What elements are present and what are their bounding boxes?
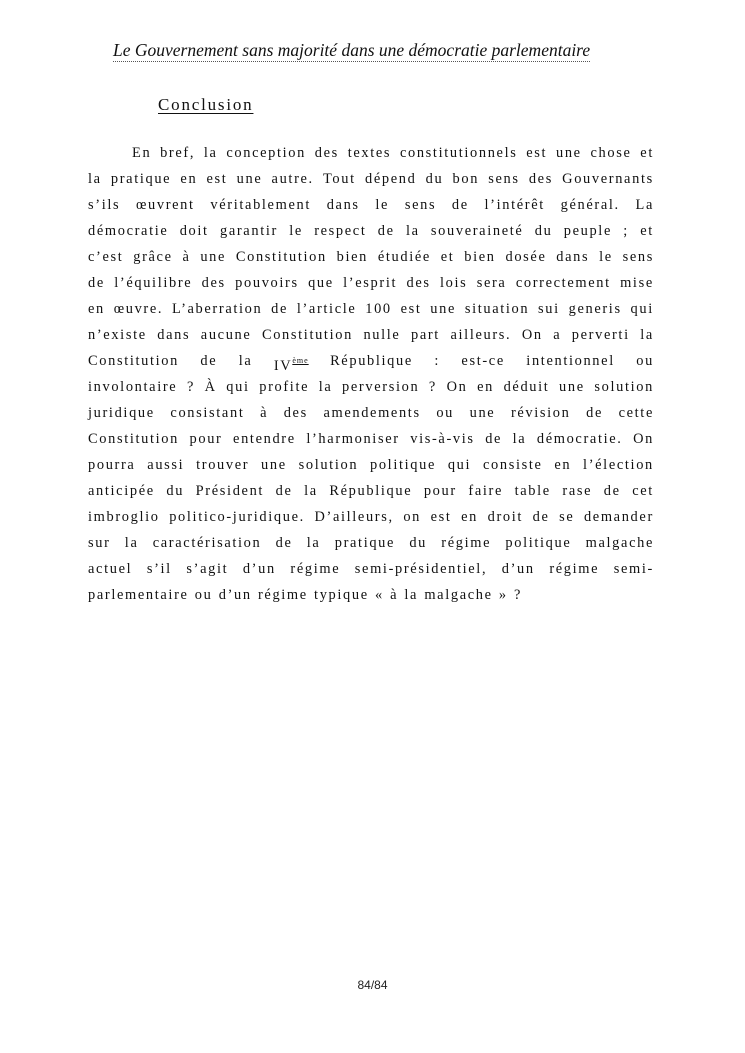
- paragraph-line: En bref, la conception des textes constitutionnels est une chose et: [132, 145, 654, 161]
- paragraph-line: en œuvre. L’aberration de l’article 100 est une situation sui generis qui: [88, 301, 654, 317]
- paragraph-line: Constitution pour entendre l’harmoniser vis-à-vis de la démocratie. On: [88, 431, 654, 447]
- paragraph-line: pourra aussi trouver une solution politique qui consiste en l’élection: [88, 457, 654, 473]
- paragraph-line: imbroglio politico-juridique. D’ailleurs, on est en droit de se demander: [88, 509, 654, 525]
- paragraph-line: la pratique en est une autre. Tout dépend du bon sens des Gouvernants: [88, 171, 654, 187]
- section-heading: Conclusion: [158, 95, 254, 114]
- body-paragraph: [88, 140, 654, 608]
- paragraph-line: n’existe dans aucune Constitution nulle part ailleurs. On a perverti la: [88, 327, 654, 343]
- paragraph-line: s’ils œuvrent véritablement dans le sens de l’intérêt général. La: [88, 197, 654, 213]
- paragraph-line: anticipée du Président de la République pour faire table rase de cet: [88, 483, 654, 499]
- paragraph-line: actuel s’il s’agit d’un régime semi-présidentiel, d’un régime semi-: [88, 561, 654, 577]
- paragraph-line: juridique consistant à des amendements ou une révision de cette: [88, 405, 654, 421]
- paragraph-line: involontaire ? À qui profite la perversion ? On en déduit une solution: [88, 379, 654, 395]
- page-number: 84/84: [357, 978, 388, 992]
- paragraph-line: Constitution de la IVème République : est-ce intentionnel ou: [88, 353, 654, 374]
- paragraph-line: de l’équilibre des pouvoirs que l’esprit des lois sera correctement mise: [88, 275, 654, 291]
- paragraph-line: sur la caractérisation de la pratique du régime politique malgache: [88, 535, 654, 551]
- paragraph-line: démocratie doit garantir le respect de la souveraineté du peuple ; et: [88, 223, 654, 239]
- running-header-title: Le Gouvernement sans majorité dans une démocratie parlementaire: [113, 40, 591, 60]
- paragraph-line: parlementaire ou d’un régime typique « à la malgache » ?: [88, 587, 523, 603]
- paragraph-line: c’est grâce à une Constitution bien étudiée et bien dosée dans le sens: [88, 249, 654, 265]
